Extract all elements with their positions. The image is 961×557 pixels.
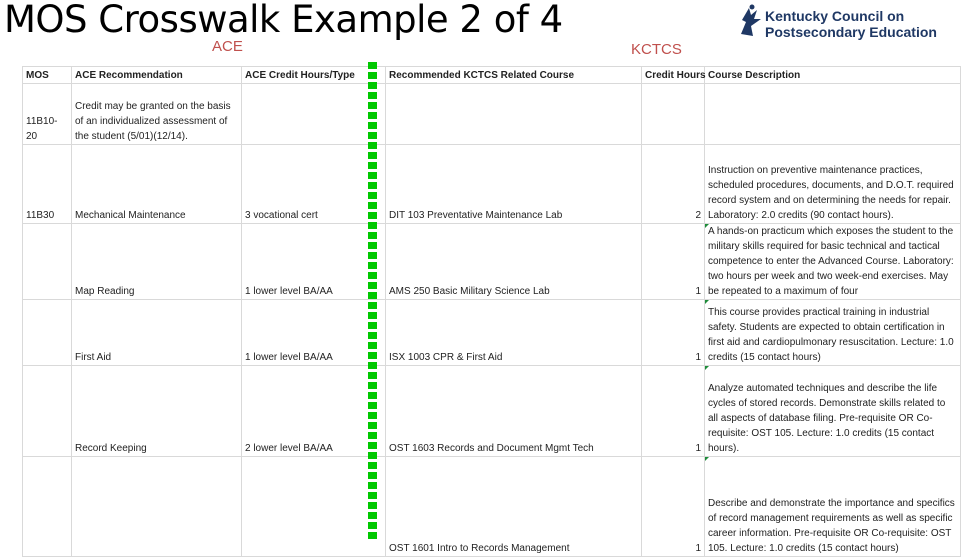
header-ace-credit: ACE Credit Hours/Type [242, 67, 386, 84]
cell-credit-hours: 1 [642, 366, 705, 457]
cpe-logo [737, 2, 960, 42]
cell-mos: 11B30 [23, 145, 72, 224]
cell-mos [23, 457, 72, 557]
cell-ace-recommendation: Credit may be granted on the basis of an individualized assessment of the student (5/01)(12/14). [72, 84, 242, 145]
cell-description: A hands-on practicum which exposes the student to the military skills required for basic technical and tactical competence to enter the Advanced Course. Laboratory: two hours per week and two week-end exercises. May be repeated to a maximum of four [705, 224, 961, 300]
ace-kctcs-divider [368, 62, 377, 540]
cell-ace-credit: 3 vocational cert [242, 145, 386, 224]
cell-ace-recommendation: Mechanical Maintenance [72, 145, 242, 224]
header-kctcs-course: Recommended KCTCS Related Course [386, 67, 642, 84]
cell-mos [23, 224, 72, 300]
cell-description: Analyze automated techniques and describe the life cycles of stored records. Demonstrate skills related to all aspects of database filing. Pre-requisite OR Co-requisite: OST 105. Lecture: 1.0 credits (15 contact hours). [705, 366, 961, 457]
table-row [23, 84, 961, 145]
cell-credit-hours [642, 84, 705, 145]
cell-ace-credit: 1 lower level BA/AA [242, 224, 386, 300]
cell-credit-hours: 1 [642, 457, 705, 557]
cell-description: Describe and demonstrate the importance and specifics of record management requirements as well as specific career information. Pre-requisite OR Co-requisite: OST 105. Lecture: 1.0 credits (15 contact hours) [705, 457, 961, 557]
header-course-description: Course Description [705, 67, 961, 84]
cell-ace-recommendation: Map Reading [72, 224, 242, 300]
cell-credit-hours: 1 [642, 224, 705, 300]
cell-credit-hours: 1 [642, 300, 705, 366]
cell-kctcs-course: ISX 1003 CPR & First Aid [386, 300, 642, 366]
cell-ace-credit [242, 457, 386, 557]
slide-title: MOS Crosswalk Example 2 of 4 [4, 0, 563, 41]
cell-ace-credit: 1 lower level BA/AA [242, 300, 386, 366]
table-row [23, 300, 961, 366]
kctcs-label: KCTCS [631, 41, 682, 58]
header-credit-hours: Credit Hours [642, 67, 705, 84]
cell-description: This course provides practical training in industrial safety. Students are expected to obtain certification in first aid and cardiopulmonary resuscitation. Lecture: 1.0 credits (15 contact hours) [705, 300, 961, 366]
table-row [23, 224, 961, 300]
ace-label: ACE [212, 38, 243, 55]
cell-kctcs-course [386, 84, 642, 145]
table-row [23, 457, 961, 557]
cell-mos [23, 300, 72, 366]
cell-ace-recommendation: Record Keeping [72, 366, 242, 457]
header-mos: MOS [23, 67, 72, 84]
state-outline-icon [737, 4, 763, 38]
cell-description [705, 84, 961, 145]
cell-credit-hours: 2 [642, 145, 705, 224]
header-ace-recommendation: ACE Recommendation [72, 67, 242, 84]
header-row [23, 67, 961, 84]
cell-kctcs-course: OST 1603 Records and Document Mgmt Tech [386, 366, 642, 457]
logo-text-line2: Postsecondary Education [765, 24, 937, 40]
cell-mos: 11B10-20 [23, 84, 72, 145]
cell-ace-recommendation [72, 457, 242, 557]
table-row [23, 145, 961, 224]
cell-description: Instruction on preventive maintenance practices, scheduled procedures, documents, and D.O.T. required record system and on determining the needs for repair. Laboratory: 2.0 credits (90 contact hours). [705, 145, 961, 224]
cell-kctcs-course: OST 1601 Intro to Records Management [386, 457, 642, 557]
crosswalk-table [22, 66, 961, 557]
table-row [23, 366, 961, 457]
cell-ace-recommendation: First Aid [72, 300, 242, 366]
cell-ace-credit: 2 lower level BA/AA [242, 366, 386, 457]
logo-text-line1: Kentucky Council on [765, 8, 905, 24]
cell-ace-credit [242, 84, 386, 145]
cell-mos [23, 366, 72, 457]
cell-kctcs-course: DIT 103 Preventative Maintenance Lab [386, 145, 642, 224]
cell-kctcs-course: AMS 250 Basic Military Science Lab [386, 224, 642, 300]
crosswalk-sheet [22, 66, 960, 554]
